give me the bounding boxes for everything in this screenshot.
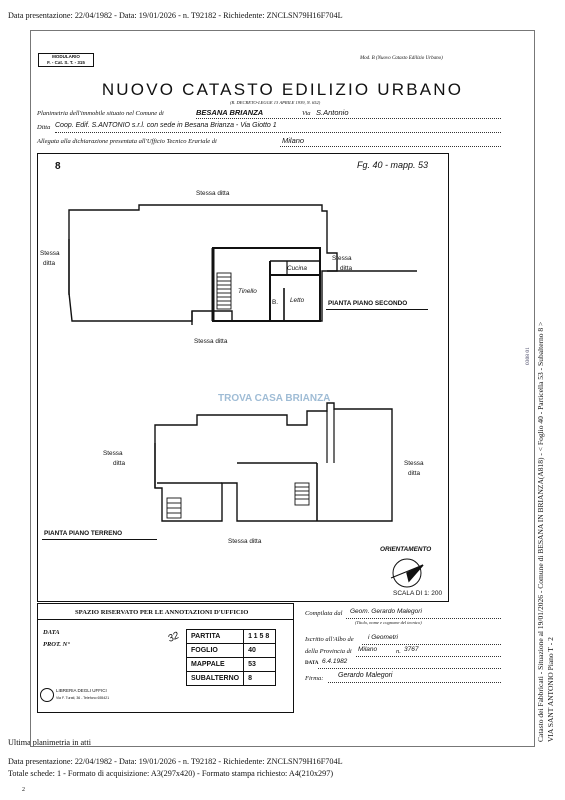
office-divider [37, 619, 294, 620]
label-stessa-ditta-mid: Stessa ditta [194, 338, 228, 345]
office-handwritten-number: 32 [166, 630, 181, 645]
side-situazione: Catasto dei Fabbricati - Situazione al 19/01/2026 - Comune di BESANA IN BRIANZA(A818) - < Foglio 40 - Particella 53 - Subalterno 8 > [536, 321, 545, 742]
label-bagno: B. [272, 299, 279, 306]
watermark-text: TROVA CASA BRIANZA [218, 393, 331, 404]
label-tinello: Tinello [238, 288, 257, 295]
modulario-label: MODULARIO [52, 54, 80, 59]
comune-value: BESANA BRIANZA [196, 108, 264, 117]
foglio-reference: Fg. 40 - mapp. 53 [357, 160, 429, 170]
decree-label: (R. DECRETO-LEGGE 13 APRILE 1939, N. 652) [230, 100, 321, 105]
label-letto: Letto [290, 297, 305, 304]
office-prot-label: PROT. N° [43, 641, 70, 648]
label-stessa-left: Stessa [40, 250, 60, 257]
spazio-title: SPAZIO RISERVATO PER LE ANNOTAZIONI D'UFFICIO [75, 609, 249, 616]
provincia-label: della Provincia di [305, 648, 352, 655]
compilata-label: Compilata dal [305, 610, 343, 617]
header-top: Data presentazione: 22/04/1982 - Data: 19/01/2026 - n. T92182 - Richiedente: ZNCLSN79H16F704L [8, 11, 343, 20]
label-ditta-left: ditta [43, 260, 56, 267]
compilata-value: Geom. Gerardo Malegori [350, 608, 422, 615]
label-stessa-ditta-bottom: Stessa ditta [228, 538, 262, 545]
ditta-line [55, 132, 501, 133]
numero-value: 3767 [404, 646, 419, 653]
provincia-line [356, 656, 501, 657]
iscritto-value: i Geometri [368, 634, 398, 641]
label-orientamento: ORIENTAMENTO [380, 546, 432, 553]
iscritto-line [362, 644, 501, 645]
firma-line [328, 682, 501, 683]
label-ditta-right: ditta [340, 265, 353, 272]
mappale-label: MAPPALE [187, 658, 244, 672]
document-title: NUOVO CATASTO EDILIZIO URBANO [101, 80, 464, 99]
table-row [187, 672, 276, 686]
page-number: 2 [22, 787, 25, 793]
compass-rose [391, 559, 423, 587]
label-scala-prefix [393, 590, 442, 597]
table-row [187, 644, 276, 658]
planimetria-line [196, 118, 501, 119]
titolo-note: (Titolo, nome e cognome del tecnico) [355, 620, 422, 625]
mod-b-label: Mod. B (Nuovo Catasto Edilizio Urbano) [360, 56, 443, 61]
data-label-2: DATA [305, 661, 319, 666]
scala-text: SCALA DI 1: 200 [393, 590, 443, 597]
numero-label: n. [396, 648, 401, 655]
label-cucina: Cucina [287, 265, 307, 272]
partita-label: PARTITA [187, 630, 244, 644]
ground-floor-outline [155, 403, 392, 521]
partita-value: 1158 [244, 630, 276, 644]
firma-value: Gerardo Malegori [338, 672, 393, 679]
data-line [318, 668, 501, 669]
subalterno-label: SUBALTERNO [187, 672, 244, 686]
label-stessa-gl: Stessa [103, 450, 123, 457]
sheet-number: 8 [55, 161, 61, 172]
allegata-value: Milano [282, 136, 305, 145]
cadastral-data-table [186, 629, 276, 686]
label-pianta-secondo: PIANTA PIANO SECONDO [328, 300, 408, 307]
subalterno-value: 8 [244, 672, 276, 686]
iscritto-label: Iscritto all'Albo de [305, 636, 354, 643]
via-label: Via [302, 110, 311, 117]
modulario-box [38, 53, 94, 67]
planimetria-label: Planimetria dell'immobile situato nel Comune di [37, 110, 164, 117]
foglio-value: 40 [244, 644, 276, 658]
publisher-stamp: LIBRERIA DEGLI UFFICI [56, 688, 107, 693]
pianta-terreno-underline [42, 539, 157, 540]
stairs-ground-floor [167, 483, 309, 518]
mappale-value: 53 [244, 658, 276, 672]
table-row [187, 630, 276, 644]
label-stessa-gr: Stessa [404, 460, 424, 467]
publisher-logo-icon [40, 688, 54, 702]
label-stessa-right: Stessa [332, 255, 352, 262]
provincia-value: Milano [358, 646, 378, 653]
ditta-value: Coop. Edif. S.ANTONIO s.r.l. con sede in Besana Brianza - Via Giotto 1 [55, 122, 277, 129]
modulario-code: F. - Cat. S. T. - 315 [47, 59, 85, 65]
table-row [187, 658, 276, 672]
allegata-label: Allegata alla dichiarazione presentata all'Ufficio Tecnico Erariale di [37, 138, 217, 145]
stairs-second-floor [217, 273, 231, 309]
via-value: S.Antonio [316, 108, 349, 117]
publisher-address: Via F. Turati, 36 - Telefono 655421 [56, 696, 110, 700]
firma-label: Firma: [305, 675, 324, 682]
footer-presentazione: Data presentazione: 22/04/1982 - Data: 19/01/2026 - n. T92182 - Richiedente: ZNCLSN79H16F704L [8, 757, 343, 766]
label-stessa-ditta-top: Stessa ditta [196, 190, 230, 197]
label-ditta-gl: ditta [113, 460, 126, 467]
compilata-line [346, 618, 501, 619]
data-value: 6.4.1982 [322, 658, 348, 665]
office-data-label: DATA [43, 629, 60, 636]
footer-last-plan: Ultima planimetria in atti [8, 738, 91, 747]
ditta-label: Ditta [37, 124, 51, 131]
pianta-secondo-underline [326, 309, 428, 310]
foglio-label: FOGLIO [187, 644, 244, 658]
side-address: VIA SANT ANTONIO Piano T - 2 [546, 637, 555, 742]
label-ditta-gr: ditta [408, 470, 421, 477]
footer-schede: Totale schede: 1 - Formato di acquisizione: A3(297x420) - Formato stampa richiesto: A4(210x297) [8, 769, 334, 778]
side-stamp: 0308 01 [525, 347, 531, 365]
label-pianta-terreno: PIANTA PIANO TERRENO [44, 530, 123, 537]
allegata-line [280, 146, 501, 147]
